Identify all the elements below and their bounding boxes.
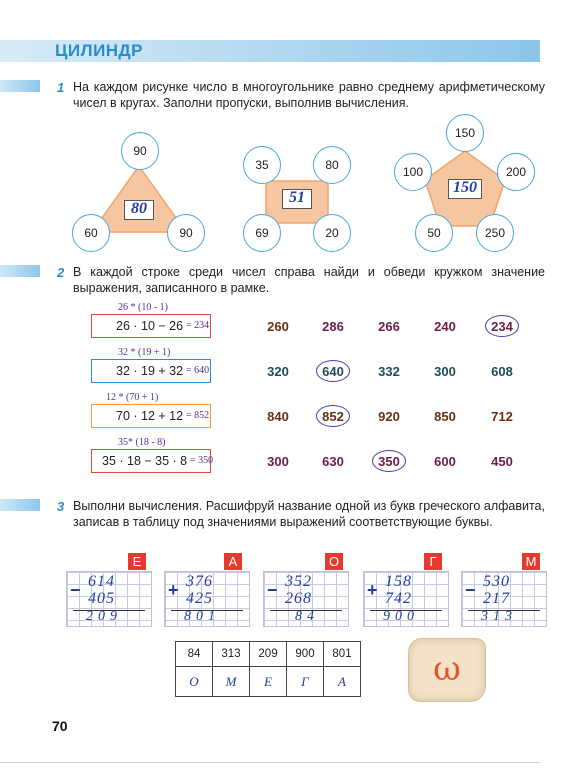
row-4-option: 450 (491, 454, 513, 469)
row-2-answer: = 640 (186, 365, 210, 376)
card-2-operand-b: 425 (186, 590, 213, 607)
table-value-cell: 84 (176, 642, 213, 667)
card-3-operand-b: 268 (285, 590, 312, 607)
row-3-option: 712 (491, 409, 513, 424)
row-2-option: 640 (322, 364, 344, 379)
row-3-option: 840 (267, 409, 289, 424)
card-3-operator: − (267, 580, 278, 600)
table-letter-cell: Е (250, 667, 287, 697)
pentagon-br-circle: 250 (476, 214, 514, 252)
card-1-operand-b: 405 (88, 590, 115, 607)
decode-table (175, 641, 361, 697)
card-1-letter: Е (128, 553, 146, 570)
row-2-option: 608 (491, 364, 513, 379)
table-row (176, 667, 361, 697)
row-3-expression: 70 · 12 + 12 (116, 409, 184, 423)
row-3-option: 852 (322, 409, 344, 424)
card-1-result: 209 (86, 609, 122, 624)
card-2-letter: А (224, 553, 242, 570)
pentagon-bl-circle: 50 (415, 214, 453, 252)
card-4-letter: Г (424, 553, 442, 570)
row-2-expression: 32 · 19 + 32 (116, 364, 184, 378)
row-4-option: 300 (267, 454, 289, 469)
row-1-option: 260 (267, 319, 289, 334)
row-4-option: 630 (322, 454, 344, 469)
row-3-option: 850 (434, 409, 456, 424)
table-letter-cell: О (176, 667, 213, 697)
row-1-option: 286 (322, 319, 344, 334)
triangle-top-circle: 90 (121, 132, 159, 170)
task-1-number: 1 (57, 80, 65, 95)
row-1-option: 240 (434, 319, 456, 334)
row-4-hint: 35* (18 - 8) (118, 437, 166, 448)
triangle-left-circle: 60 (72, 214, 110, 252)
card-1-operator: − (70, 580, 81, 600)
card-4-operator: + (367, 580, 378, 600)
card-4-operand-a: 158 (385, 573, 412, 590)
card-3-letter: О (325, 553, 343, 570)
row-3-hint: 12 * (70 + 1) (106, 392, 159, 403)
row-4-option: 350 (378, 454, 400, 469)
task-2-number: 2 (57, 265, 65, 280)
card-5-letter: М (522, 553, 540, 570)
row-1-answer: = 234 (186, 320, 210, 331)
triangle-answer: 80 (131, 200, 147, 217)
table-value-cell: 900 (287, 642, 324, 667)
pentagon-right-circle: 200 (497, 153, 535, 191)
row-1-option: 266 (378, 319, 400, 334)
row-2-hint: 32 * (19 + 1) (118, 347, 171, 358)
square-tl-circle: 35 (243, 146, 281, 184)
row-2-option: 300 (434, 364, 456, 379)
row-2-option: 320 (267, 364, 289, 379)
card-3-operand-a: 352 (285, 573, 312, 590)
card-2-operand-a: 376 (186, 573, 213, 590)
task-3-text: Выполни вычисления. Расшифруй название одной из букв греческого алфавита, записав в таблицу под значениями выражений соответствующие буквы. (73, 499, 545, 529)
page-title: ЦИЛИНДР (55, 41, 144, 60)
square-br-circle: 20 (313, 214, 351, 252)
row-1-hint: 26 * (10 - 1) (118, 302, 168, 313)
card-4-operand-b: 742 (385, 590, 412, 607)
pentagon-answer: 150 (453, 179, 477, 196)
task-marker (0, 265, 40, 277)
square-answer: 51 (289, 189, 305, 206)
triangle-right-circle: 90 (167, 214, 205, 252)
row-3-answer: = 852 (186, 410, 210, 421)
square-tr-circle: 80 (313, 146, 351, 184)
omega-scroll-image (408, 638, 486, 702)
card-4-result: 900 (383, 609, 419, 624)
row-4-selection-ring (372, 450, 406, 472)
row-1-expression: 26 · 10 − 26 (116, 319, 184, 333)
row-4-answer: = 350 (190, 455, 214, 466)
page-number: 70 (52, 718, 68, 734)
row-2-option: 332 (378, 364, 400, 379)
table-letter-cell: Г (287, 667, 324, 697)
task-1-shapes (0, 0, 568, 300)
square-bl-circle: 69 (243, 214, 281, 252)
table-value-cell: 209 (250, 642, 287, 667)
row-4-option: 600 (434, 454, 456, 469)
row-4-expression: 35 · 18 − 35 · 8 (102, 454, 188, 468)
card-5-result: 313 (481, 609, 517, 624)
pentagon-left-circle: 100 (394, 153, 432, 191)
card-5-operand-a: 530 (483, 573, 510, 590)
bottom-divider (0, 762, 540, 763)
omega-symbol: ω (433, 649, 461, 689)
task-2-text: В каждой строке среди чисел справа найди и обведи кружком значение выражения, записанного в рамке. (73, 265, 545, 295)
card-2-result: 801 (184, 609, 220, 624)
row-3-selection-ring (316, 405, 350, 427)
card-2-operator: + (168, 580, 179, 600)
task-3-number: 3 (57, 499, 65, 514)
row-3-option: 920 (378, 409, 400, 424)
card-1-operand-a: 614 (88, 573, 115, 590)
row-1-selection-ring (485, 315, 519, 337)
table-letter-cell: М (213, 667, 250, 697)
pentagon-top-circle: 150 (446, 114, 484, 152)
row-1-option: 234 (491, 319, 513, 334)
table-letter-cell: А (324, 667, 361, 697)
table-value-cell: 801 (324, 642, 361, 667)
card-5-operand-b: 217 (483, 590, 510, 607)
table-row (176, 642, 361, 667)
row-2-selection-ring (316, 360, 350, 382)
task-1-text: На каждом рисунке число в многоугольнике равно среднему арифметическому чисел в кругах. Заполни пропуски, выполнив вычисления. (73, 80, 545, 110)
table-value-cell: 313 (213, 642, 250, 667)
task-marker (0, 499, 40, 511)
card-5-operator: − (465, 580, 476, 600)
card-3-result: 84 (295, 609, 319, 624)
